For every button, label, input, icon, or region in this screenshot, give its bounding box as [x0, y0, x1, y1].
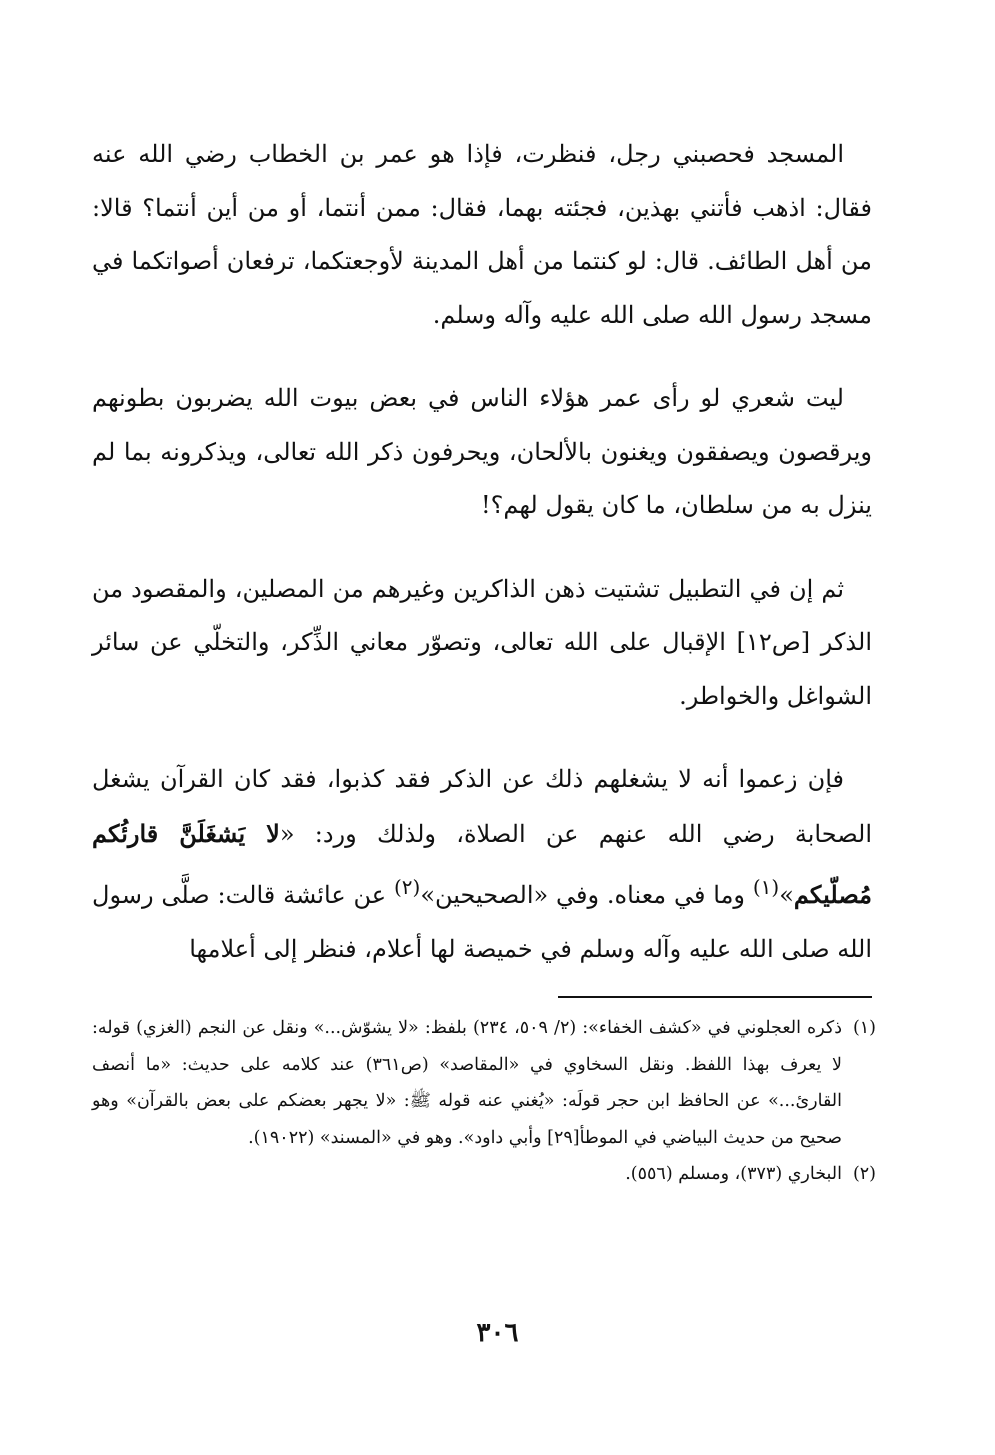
paragraph-4-before-quote: فإن زعموا أنه لا يشغلهم ذلك عن الذكر فقد كذبوا، فقد كان القرآن يشغل الصحابة رضي الله عنهم عن الصلاة، ولذلك ورد: «: [92, 765, 873, 848]
paragraph-3: ثم إن في التطبيل تشتيت ذهن الذاكرين وغيرهم من المصلين، والمقصود من الذكر [ص١٢] الإقبال على الله تعالى، وتصوّر معاني الذِّكر، والتخلّي عن سائر الشواغل والخواطر.: [92, 574, 872, 710]
paragraph-4: [92, 753, 872, 976]
footnote-number: (١): [852, 1018, 876, 1038]
paragraph-4-middle: وما في معناه. وفي «الصحيحين»: [420, 881, 753, 909]
footnote-2: [92, 1156, 876, 1193]
paragraph-2: ليت شعري لو رأى عمر هؤلاء الناس في بعض بيوت الله يضربون بطونهم ويرقصون ويصفقون ويغنون بالألحان، ويحرفون ذكر الله تعالى، ويذكرونه بما لم ينزل به من سلطان، ما كان يقول لهم؟!: [92, 384, 872, 519]
footnote-marker-2[interactable]: (٢): [393, 875, 421, 899]
footnotes: [92, 1010, 876, 1193]
footnote-1: [92, 1010, 876, 1156]
paragraph-1: المسجد فحصبني رجل، فنظرت، فإذا هو عمر بن الخطاب رضي الله عنه فقال: اذهب فأتني بهذين، فجئته بهما، فقال: ممن أنتما، أو من أين أنتما؟ قالا: من أهل الطائف. قال: لو كنتما من أهل المدينة لأوجعتكما، ترفعان أصواتكما في مسجد رسول الله صلى الله عليه وآله وسلم.: [92, 140, 872, 329]
main-text: [92, 128, 872, 1006]
hadith-quote: لا يَشغَلَنَّ قارئُكم مُصلّيكم: [92, 818, 872, 909]
footnote-separator: [558, 996, 872, 998]
paragraph-4-after-quote: »: [779, 881, 794, 909]
footnote-number: (٢): [852, 1164, 876, 1184]
paragraph-4-end: عن عائشة قالت: صلَّى رسول الله صلى الله عليه وآله وسلم في خميصة لها أعلام، فنظر إلى أعلامها: [92, 881, 872, 963]
footnote-marker-1[interactable]: (١): [752, 875, 780, 899]
page-number: ٣٠٦: [476, 1318, 519, 1348]
footnote-text: ذكره العجلوني في «كشف الخفاء»: (٢/ ٥٠٩، ٢٣٤) بلفظ: «لا يشوّش...» ونقل عن النجم (الغزي) قوله: لا يعرف بهذا اللفظ. ونقل السخاوي في «المقاصد» (ص٣٦١) عند كلامه على حديث: «ما أنصف القارئ...» عن الحافظ ابن حجر قولَه: «يُغني عنه قوله ﷺ: «لا يجهر بعضكم على بعض بالقرآن» وهو صحيح من حديث البياضي في الموطأ[٢٩] وأبي داود». وهو في «المسند» (١٩٠٢٢).: [92, 1018, 843, 1148]
footnote-text: البخاري (٣٧٣)، ومسلم (٥٥٦).: [625, 1164, 842, 1184]
